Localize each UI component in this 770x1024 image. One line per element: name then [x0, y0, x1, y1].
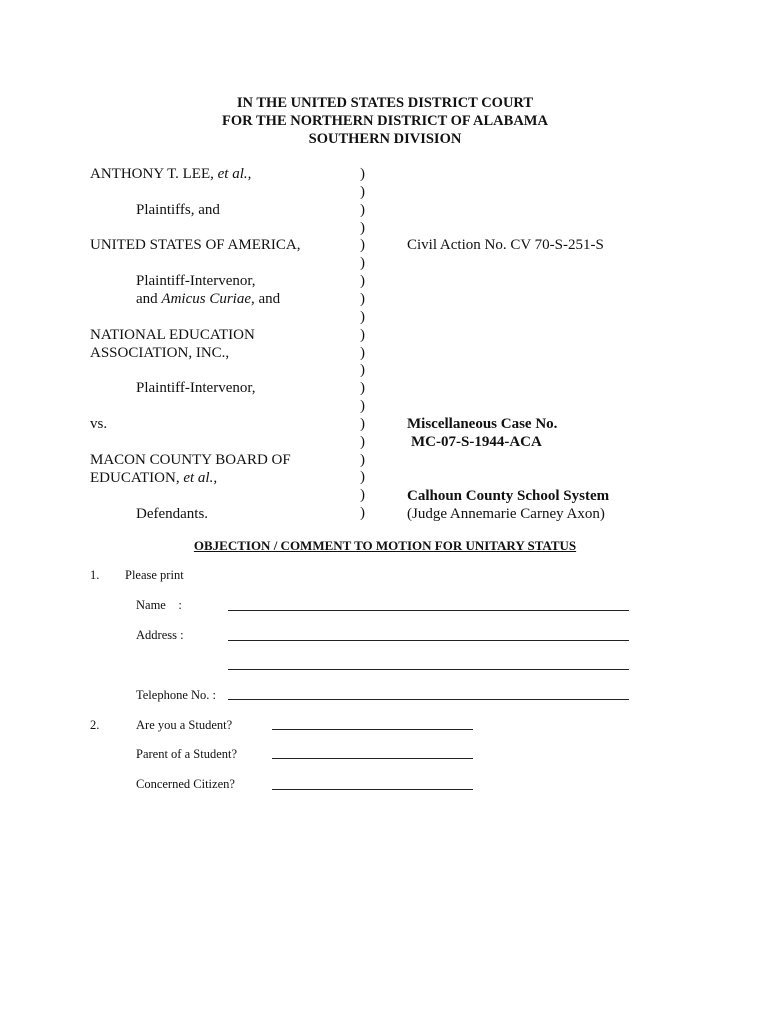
citizen-label: Concerned Citizen?	[136, 777, 235, 791]
telephone-field[interactable]	[228, 699, 629, 700]
caption-paren: )	[360, 255, 365, 272]
party-usa-name: UNITED STATES OF AMERICA,	[90, 237, 301, 253]
address-label: Address :	[136, 628, 184, 642]
misc-case-label: Miscellaneous Case No.	[407, 416, 558, 432]
address-field-line-1[interactable]	[228, 640, 629, 641]
party-defendant-line-2: EDUCATION, et al.,	[90, 470, 218, 486]
document-title: OBJECTION / COMMENT TO MOTION FOR UNITARY STATUS	[193, 538, 577, 553]
parent-label: Parent of a Student?	[136, 747, 238, 761]
caption-paren: )	[360, 380, 365, 397]
caption-paren: )	[360, 201, 365, 218]
party-plaintiff-role: Plaintiffs, and	[136, 202, 220, 218]
student-label: Are you a Student?	[136, 718, 233, 732]
school-system-name: Calhoun County School System	[407, 488, 610, 504]
misc-case-number: MC-07-S-1944-ACA	[411, 434, 542, 450]
party-defendant-line-1: MACON COUNTY BOARD OF	[90, 452, 291, 468]
citizen-field[interactable]	[272, 789, 473, 790]
caption-paren: )	[360, 326, 365, 343]
court-heading-line-2: FOR THE NORTHERN DISTRICT OF ALABAMA	[222, 113, 548, 129]
caption-paren: )	[360, 344, 365, 361]
judge-name: (Judge Annemarie Carney Axon)	[407, 506, 605, 522]
name-field[interactable]	[228, 610, 629, 611]
caption-paren: )	[360, 362, 365, 379]
caption-paren: )	[360, 451, 365, 468]
caption-paren: )	[360, 433, 365, 450]
caption-paren: )	[360, 505, 365, 522]
item-1-instruction: Please print	[125, 568, 184, 582]
court-heading-line-3: SOUTHERN DIVISION	[308, 131, 462, 147]
caption-paren: )	[360, 308, 365, 325]
caption-paren: )	[360, 398, 365, 415]
party-nea-line-2: ASSOCIATION, INC.,	[90, 345, 230, 361]
party-usa-role-1: Plaintiff-Intervenor,	[136, 273, 256, 289]
caption-paren: )	[360, 469, 365, 486]
caption-paren: )	[360, 290, 365, 307]
caption-paren: )	[360, 273, 365, 290]
civil-action-number: Civil Action No. CV 70-S-251-S	[407, 237, 604, 253]
caption-paren: )	[360, 415, 365, 432]
caption-paren: )	[360, 219, 365, 236]
party-nea-role: Plaintiff-Intervenor,	[136, 380, 256, 396]
court-heading-line-1: IN THE UNITED STATES DISTRICT COURT	[236, 95, 534, 111]
student-field[interactable]	[272, 729, 473, 730]
telephone-label: Telephone No. :	[136, 688, 217, 702]
versus-label: vs.	[90, 416, 108, 432]
caption-paren: )	[360, 487, 365, 504]
item-2-number: 2.	[90, 718, 100, 732]
item-1-number: 1.	[90, 568, 100, 582]
caption-paren: )	[360, 166, 365, 182]
caption-paren: )	[360, 183, 365, 200]
party-nea-line-1: NATIONAL EDUCATION	[90, 327, 255, 343]
address-field-line-2[interactable]	[228, 669, 629, 670]
party-plaintiff-name: ANTHONY T. LEE, et al.,	[90, 166, 252, 182]
party-usa-role-2: and Amicus Curiae, and	[136, 291, 281, 307]
name-label: Name :	[136, 598, 182, 612]
caption-paren: )	[360, 237, 365, 254]
parent-field[interactable]	[272, 758, 473, 759]
party-defendant-role: Defendants.	[136, 506, 209, 522]
